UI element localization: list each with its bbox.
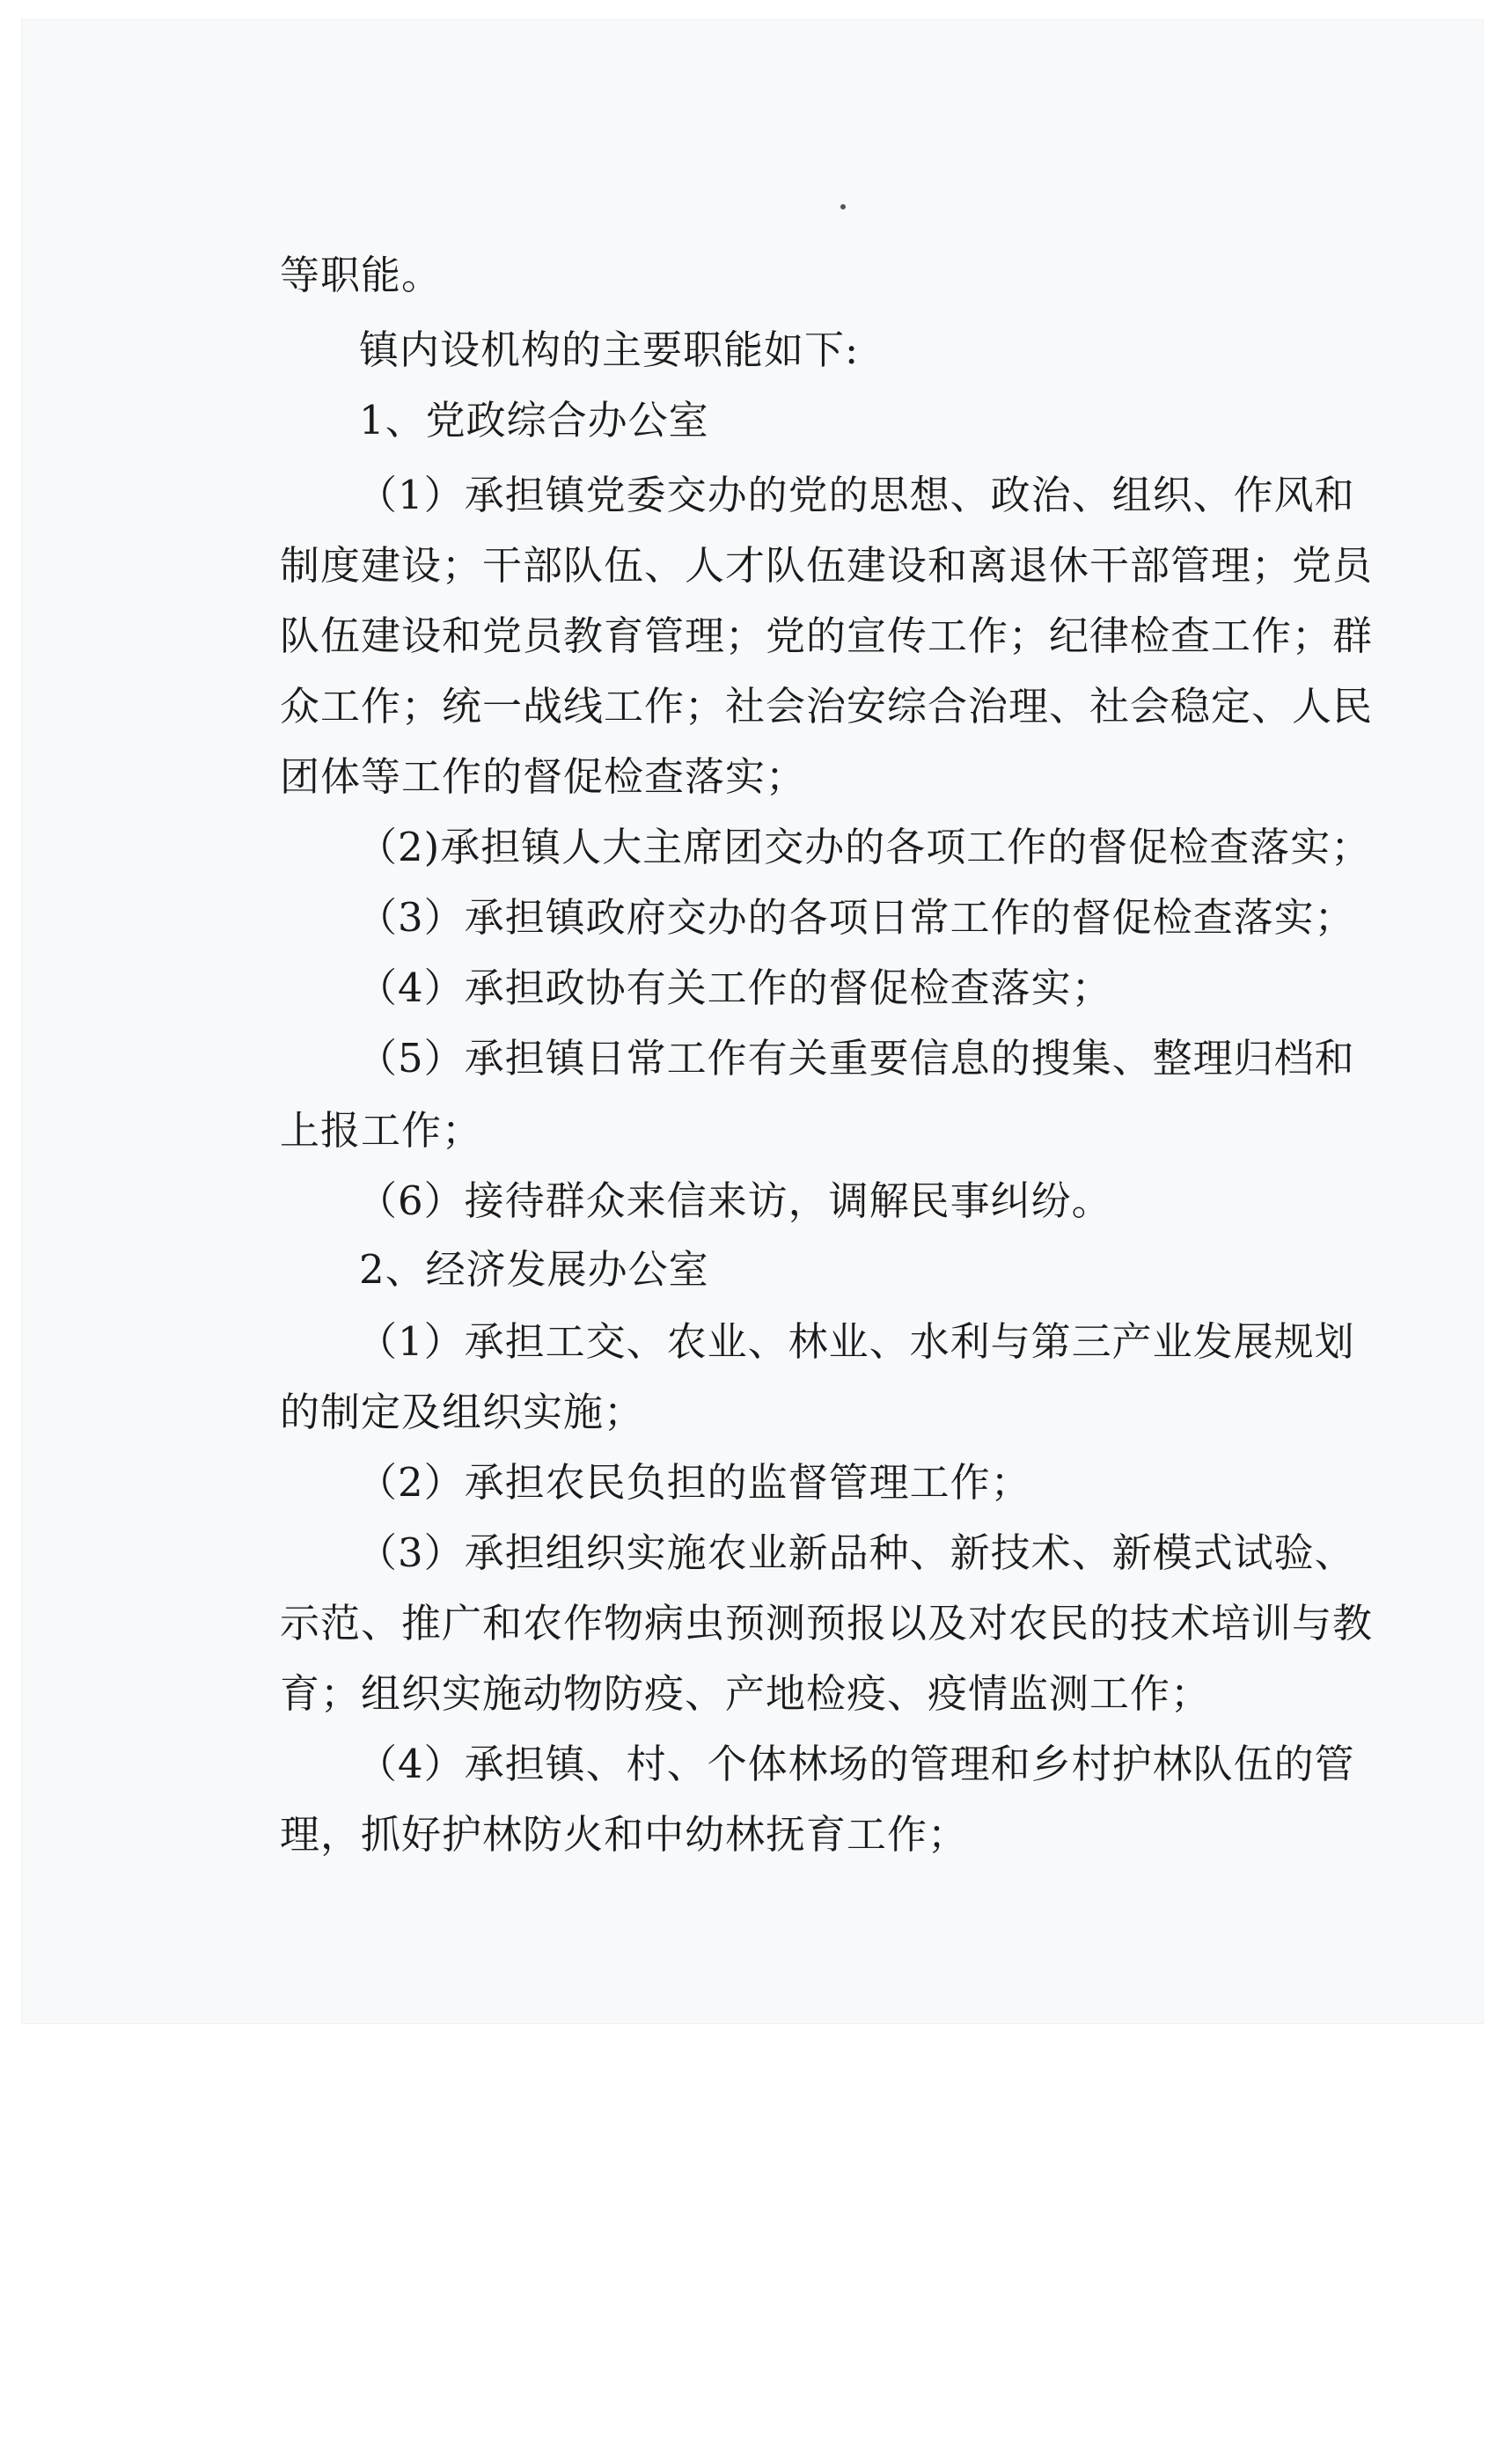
- text-line: （6）接待群众来信来访，调解民事纠纷。: [357, 1177, 1112, 1224]
- text-line: 示范、推广和农作物病虫预测预报以及对农民的技术培训与教: [280, 1600, 1374, 1646]
- section-heading: 1、党政综合办公室: [359, 397, 709, 444]
- text-line: 队伍建设和党员教育管理；党的宣传工作；纪律检查工作；群: [280, 612, 1374, 659]
- text-line: 镇内设机构的主要职能如下:: [359, 326, 860, 373]
- text-line: （3）承担组织实施农业新品种、新技术、新模式试验、: [357, 1529, 1355, 1576]
- text-line: （3）承担镇政府交办的各项日常工作的督促检查落实；: [357, 894, 1355, 941]
- text-line: （4）承担政协有关工作的督促检查落实；: [357, 964, 1112, 1011]
- text-line: 团体等工作的督促检查落实；: [280, 753, 807, 800]
- text-line: 上报工作；: [280, 1107, 483, 1154]
- text-line: （4）承担镇、村、个体林场的管理和乡村护林队伍的管: [357, 1741, 1355, 1787]
- text-line: 的制定及组织实施；: [280, 1389, 645, 1435]
- text-line: （2）承担农民负担的监督管理工作；: [357, 1459, 1031, 1506]
- text-line: 等职能。: [280, 252, 443, 298]
- text-line: （1）承担镇党委交办的党的思想、政治、组织、作风和: [357, 472, 1355, 518]
- text-line: （1）承担工交、农业、林业、水利与第三产业发展规划: [357, 1318, 1355, 1365]
- text-line: 众工作；统一战线工作；社会治安综合治理、社会稳定、人民: [280, 683, 1374, 730]
- scan-speck: [840, 204, 846, 209]
- scanned-page: [21, 19, 1484, 2024]
- text-line: （5）承担镇日常工作有关重要信息的搜集、整理归档和: [357, 1035, 1355, 1082]
- text-line: 理，抓好护林防火和中幼林抚育工作；: [280, 1811, 969, 1858]
- section-heading: 2、经济发展办公室: [359, 1246, 709, 1293]
- text-line: 制度建设；干部队伍、人才队伍建设和离退休干部管理；党员: [280, 542, 1374, 589]
- text-line: 育；组织实施动物防疫、产地检疫、疫情监测工作；: [280, 1670, 1212, 1717]
- text-line: （2)承担镇人大主席团交办的各项工作的督促检查落实；: [357, 824, 1372, 870]
